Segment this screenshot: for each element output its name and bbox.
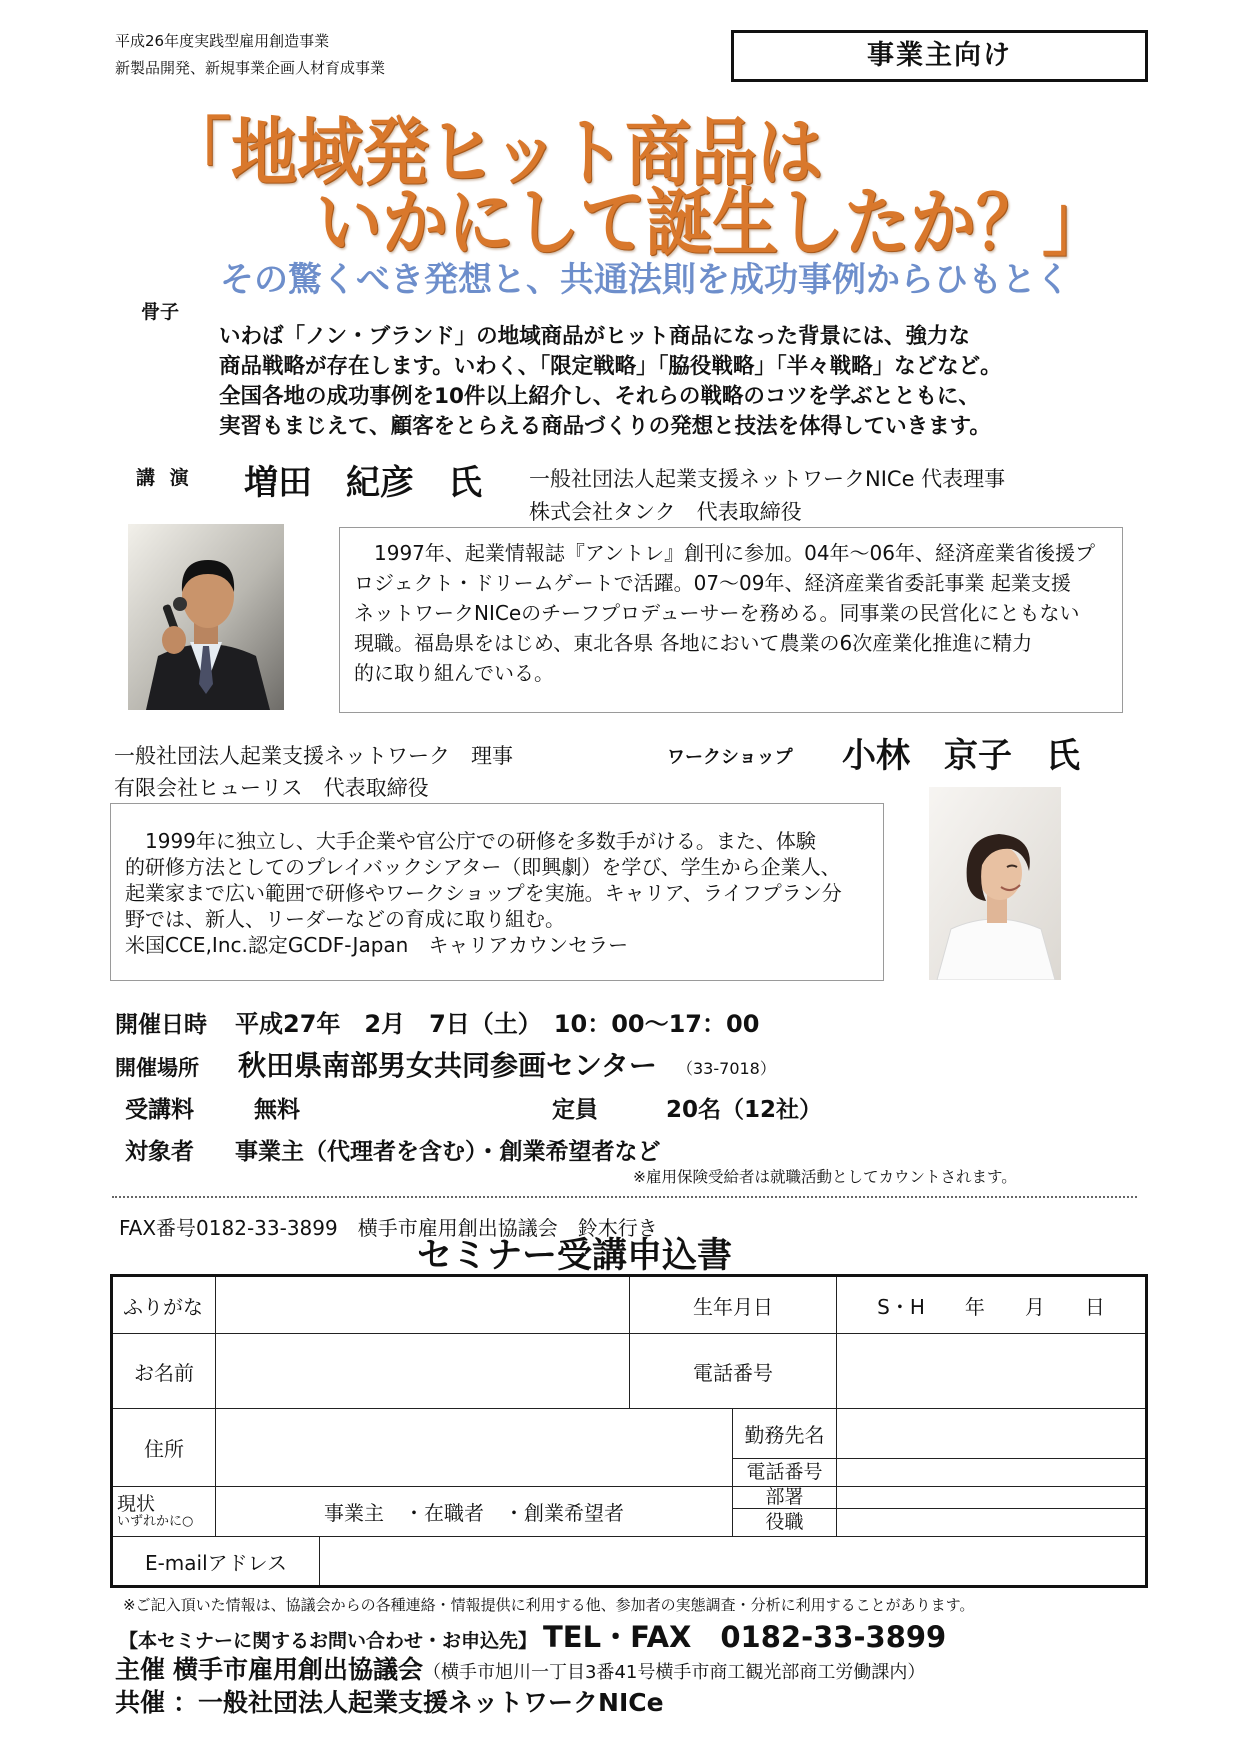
name-label: お名前 (113, 1334, 216, 1409)
email-label: E-mailアドレス (113, 1537, 320, 1585)
audience-badge: 事業主向け (731, 30, 1148, 82)
program-name-line2: 新製品開発、新規事業企画人材育成事業 (115, 59, 386, 77)
capacity-label: 定員 (552, 1097, 598, 1123)
facilitator-name: 小林 京子 氏 (842, 736, 1080, 776)
contact-label: 【本セミナーに関するお問い合わせ・お申込先】 (119, 1630, 538, 1652)
facilitator-bio-line: 起業家まで広い範囲で研修やワークショップを実施。キャリア、ライフプラン分 (125, 881, 842, 905)
facilitator-photo (929, 787, 1061, 980)
phone-field (837, 1334, 1145, 1409)
program-name-line1: 平成26年度実践型雇用創造事業 (115, 32, 330, 50)
outline-line: いわば「ノン・ブランド」の地域商品がヒット商品になった背景には、強力な (219, 324, 970, 349)
date-label: 開催日時 (115, 1012, 207, 1038)
phone-label: 電話番号 (630, 1334, 837, 1409)
cosponsor-line (115, 1683, 664, 1719)
outline-body (219, 322, 1002, 442)
facilitator-bio-line: 1999年に独立し、大手企業や官公庁での研修を多数手がける。また、体験 (125, 829, 816, 853)
work-phone-label: 電話番号 (733, 1459, 837, 1487)
birthdate-field: S・H 年 月 日 (837, 1277, 1145, 1334)
organizer-address: （横手市旭川一丁目3番41号横手市商工観光部商工労働課内） (423, 1662, 926, 1683)
target-value: 事業主（代理者を含む）・創業希望者など (235, 1139, 661, 1165)
facilitator-bio-line: 米国CCE,Inc.認定GCDF‐Japan キャリアカウンセラー (125, 933, 629, 957)
venue-label: 開催場所 (115, 1056, 199, 1080)
venue-value: 秋田県南部男女共同参画センター (238, 1049, 657, 1082)
insurance-note: ※雇用保険受給者は就職活動としてカウントされます。 (633, 1168, 1017, 1186)
name-field (216, 1334, 630, 1409)
facilitator-affiliation-2: 有限会社ヒューリス 代表取締役 (114, 776, 429, 800)
cosponsor-name: ：一般社団法人起業支援ネットワークNICe (173, 1688, 664, 1717)
subtitle: その驚くべき発想と、共通法則を成功事例からひもとく (220, 260, 1070, 300)
fax-destination: FAX番号0182-33-3899 横手市雇用創出協議会 鈴木行き (119, 1216, 658, 1240)
position-label: 役職 (733, 1509, 837, 1537)
lecturer-bio-line: 現職。福島県をはじめ、東北各県 各地において農業の6次産業化推進に精力 (354, 631, 1033, 655)
lecturer-bio-line: 1997年、起業情報誌『アントレ』創刊に参加。04年～06年、経済産業省後援プ (354, 541, 1095, 565)
lecturer-name: 増田 紀彦 氏 (244, 463, 482, 503)
target-label: 対象者 (125, 1139, 194, 1165)
birthdate-label: 生年月日 (630, 1277, 837, 1334)
outline-line: 全国各地の成功事例を10件以上紹介し、それらの戦略のコツを学ぶとともに、 (219, 384, 980, 409)
address-label: 住所 (113, 1409, 216, 1487)
facilitator-bio-line: 的研修方法としてのプレイバックシアター（即興劇）を学び、学生から企業人、 (125, 855, 841, 879)
organizer-name: 横手市雇用創出協議会 (173, 1655, 424, 1684)
lecturer-affiliation-1: 一般社団法人起業支援ネットワークNICe 代表理事 (529, 467, 1006, 491)
address-field (216, 1409, 733, 1487)
employer-label: 勤務先名 (733, 1409, 837, 1459)
fee-value: 無料 (254, 1097, 300, 1123)
main-title-line2: いかにして誕生したか？」 (316, 179, 1108, 266)
lecturer-bio-line: ネットワークNICeのチーフプロデューサーを務める。同事業の民営化にともない (354, 601, 1080, 625)
privacy-note: ※ご記入頂いた情報は、協議会からの各種連絡・情報提供に利用する他、参加者の実態調査・分析に利用することがあります。 (123, 1596, 975, 1614)
facilitator-bio-box (110, 803, 884, 981)
hand-shape (162, 626, 186, 654)
organizer-line (115, 1650, 925, 1686)
workshop-label: ワークショップ (667, 747, 793, 768)
work-phone-field (837, 1459, 1145, 1487)
lecturer-bio-line: 的に取り組んでいる。 (354, 661, 554, 685)
status-options: 事業主 ・在職者 ・創業希望者 (216, 1487, 733, 1537)
lecturer-photo (128, 524, 284, 710)
facilitator-affiliation-1: 一般社団法人起業支援ネットワーク 理事 (114, 744, 513, 768)
application-form-table (110, 1274, 1148, 1588)
furigana-label: ふりがな (113, 1277, 216, 1334)
department-label: 部署 (733, 1487, 837, 1509)
organizer-label: 主催 (115, 1655, 166, 1684)
microphone-head-icon (173, 597, 187, 611)
contact-number: TEL・FAX 0182-33-3899 (543, 1620, 947, 1654)
department-field (837, 1487, 1145, 1509)
capacity-value: 20名（12社） (666, 1097, 823, 1123)
furigana-field (216, 1277, 630, 1334)
cut-line-divider (112, 1196, 1137, 1198)
main-title-line1: 「地域発ヒット商品は (165, 109, 824, 196)
fee-label: 受講料 (125, 1097, 194, 1123)
outline-line: 実習もまじえて、顧客をとらえる商品づくりの発想と技法を体得していきます。 (219, 414, 991, 439)
venue-tel: （33-7018） (677, 1059, 776, 1078)
lecturer-affiliation-2: 株式会社タンク 代表取締役 (529, 500, 802, 524)
lecture-label: 講 演 (136, 467, 193, 489)
email-field (320, 1537, 1145, 1585)
position-field (837, 1509, 1145, 1537)
status-label: 現状 (117, 1492, 156, 1515)
employer-field (837, 1409, 1145, 1459)
lecturer-bio-line: ロジェクト・ドリームゲートで活躍。07～09年、経済産業省委託事業 起業支援 (354, 571, 1071, 595)
cosponsor-label: 共催 (115, 1688, 166, 1717)
status-hint: いずれかに○ (117, 1513, 194, 1529)
lecturer-bio-box (339, 527, 1123, 713)
outline-label: 骨子 (141, 301, 180, 323)
date-value: 平成27年 2月 7日（土） 10：00～17：00 (235, 1010, 760, 1038)
facilitator-bio-line: 野では、新人、リーダーなどの育成に取り組む。 (125, 907, 565, 931)
blouse-shape (937, 919, 1055, 980)
form-title: セミナー受講申込書 (417, 1236, 733, 1276)
status-label-cell (113, 1487, 216, 1537)
outline-line: 商品戦略が存在します。いわく、「限定戦略」「脇役戦略」「半々戦略」などなど。 (219, 354, 1002, 379)
